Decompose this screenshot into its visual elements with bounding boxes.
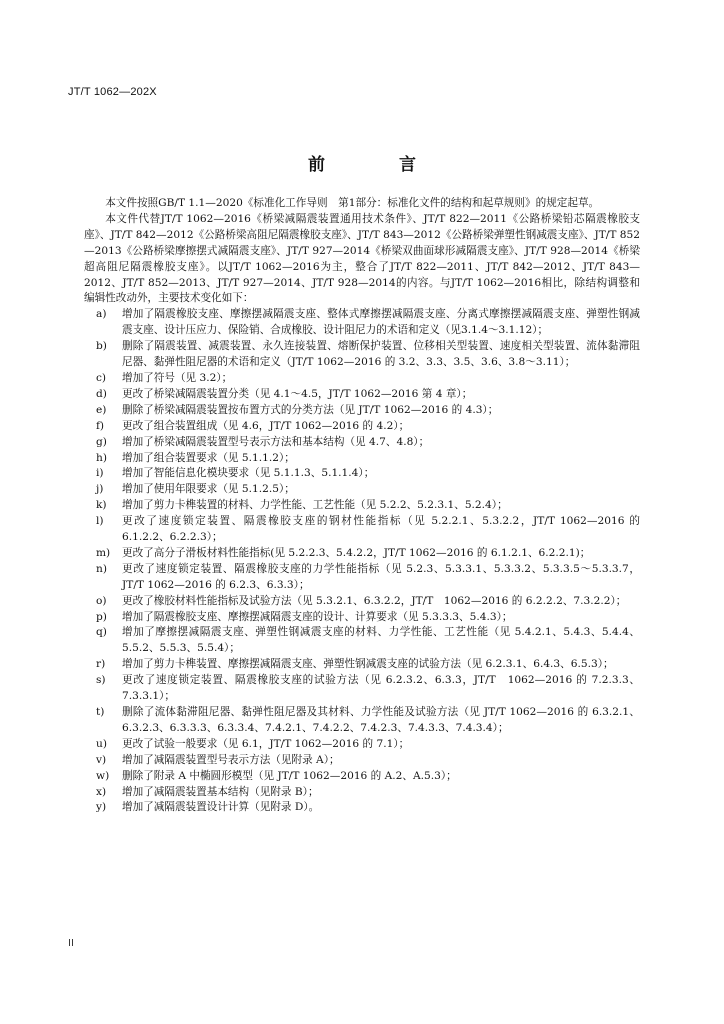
change-item xyxy=(84,785,640,801)
change-item-text: 删除了流体黏滞阻尼器、黏弹性阻尼器及其材料、力学性能及试验方法（见 JT/T 1062—2016 的 6.3.2.1、6.3.2.3、6.3.3.3、6.3.3.4、7.4.2.1、7.4.2.2、7.4.2.3、7.4.3.3、7.4.3.4）； xyxy=(122,706,640,734)
technical-changes-list xyxy=(84,307,640,816)
change-item-text: 增加了符号（见 3.2）； xyxy=(122,371,233,384)
page-number: II xyxy=(68,938,74,949)
change-item-marker: i) xyxy=(96,467,104,480)
change-item-text: 增加了剪力卡榫装置、摩擦摆减隔震支座、弹塑性钢减震支座的试验方法（见 6.2.3.1、6.4.3、6.5.3）； xyxy=(122,658,614,671)
standard-code-header: JT/T 1062—202X xyxy=(68,86,157,98)
change-item xyxy=(84,546,640,562)
intro-paragraph: 本文件按照GB/T 1.1—2020《标准化工作导则 第1部分：标准化文件的结构和起草规则》的规定起草。 xyxy=(105,197,600,209)
change-item-text: 更改了橡胶材料性能指标及试验方法（见 5.3.2.1、6.3.2.2，JT/T 1062—2016 的 6.2.2.2、7.3.2.2）； xyxy=(122,594,627,607)
change-item-marker: u) xyxy=(96,737,107,750)
change-item xyxy=(84,339,640,371)
change-item xyxy=(84,562,640,594)
change-item-text: 更改了速度锁定装置、隔震橡胶支座的力学性能指标（见 5.2.3、5.3.3.1、5.3.3.2、5.3.3.5～5.3.3.7，JT/T 1062—2016 的 6.2.3、6.3.3）； xyxy=(122,562,640,591)
change-item-marker: g) xyxy=(96,435,107,448)
page-title: 前 言 xyxy=(308,155,450,175)
change-item xyxy=(84,737,640,753)
change-item-text: 删除了附录 A 中椭圆形模型（见 JT/T 1062—2016 的 A.2、A.5.3）； xyxy=(122,769,457,782)
change-item-text: 增加了隔震橡胶支座、摩擦摆减隔震支座、整体式摩擦摆减隔震支座、分离式摩擦摆减隔震支座、弹塑性钢减震支座、设计压应力、保险销、合成橡胶、设计阻尼力的术语和定义（见3.1.4～3.1.12）； xyxy=(122,308,640,337)
change-item-marker: a) xyxy=(96,308,107,321)
change-item-marker: j) xyxy=(96,483,104,496)
change-item-text: 增加了减隔震装置设计计算（见附录 D）。 xyxy=(122,801,320,814)
change-item-marker: y) xyxy=(96,801,107,814)
change-item-text: 删除了桥梁减隔震装置按布置方式的分类方法（见 JT/T 1062—2016 的 4.3）； xyxy=(122,403,499,416)
change-item-text: 更改了速度锁定装置、隔震橡胶支座的试验方法（见 6.2.3.2、6.3.3，JT/T 1062—2016 的 7.2.3.3、7.3.3.1）； xyxy=(122,674,640,703)
change-item-text: 更改了速度锁定装置、隔震橡胶支座的钢材性能指标（见 5.2.2.1、5.3.2.2，JT/T 1062—2016 的 6.1.2.2、6.2.2.3）； xyxy=(122,515,640,544)
change-item xyxy=(84,673,640,705)
change-item-marker: b) xyxy=(96,340,107,353)
change-item xyxy=(84,625,640,657)
change-item xyxy=(84,387,640,403)
change-item-text: 更改了组合装置组成（见 4.6，JT/T 1062—2016 的 4.2）； xyxy=(122,419,410,432)
change-item xyxy=(84,800,640,816)
change-item-marker: v) xyxy=(96,753,107,766)
change-item xyxy=(84,419,640,435)
change-item-marker: d) xyxy=(96,387,107,400)
change-item xyxy=(84,769,640,785)
change-item xyxy=(84,371,640,387)
change-item-text: 更改了高分子滑板材料性能指标(见 5.2.2.3、5.4.2.2，JT/T 1062—2016 的 6.1.2.1、6.2.2.1)； xyxy=(122,546,591,559)
change-item-marker: s) xyxy=(96,674,106,687)
change-item-text: 增加了智能信息化模块要求（见 5.1.1.3、5.1.1.4）； xyxy=(122,467,375,480)
change-item-text: 更改了桥梁减隔震装置分类（见 4.1～4.5，JT/T 1062—2016 第 4 章）； xyxy=(122,387,473,400)
change-item-marker: w) xyxy=(96,769,110,782)
change-item xyxy=(84,435,640,451)
change-item xyxy=(84,403,640,419)
change-item xyxy=(84,657,640,673)
change-item-marker: x) xyxy=(96,785,107,798)
change-item-text: 增加了桥梁减隔震装置型号表示方法和基本结构（见 4.7、4.8）； xyxy=(122,435,430,448)
change-item-marker: l) xyxy=(96,515,104,528)
change-item xyxy=(84,753,640,769)
change-item-text: 增加了减隔震装置基本结构（见附录 B）； xyxy=(122,785,319,798)
change-item-marker: o) xyxy=(96,594,107,607)
change-item-marker: n) xyxy=(96,562,107,575)
change-item-marker: e) xyxy=(96,403,107,416)
change-item xyxy=(84,594,640,610)
change-item-marker: r) xyxy=(96,658,106,671)
change-item xyxy=(84,514,640,546)
change-item xyxy=(84,705,640,737)
change-item xyxy=(84,610,640,626)
change-item-text: 增加了使用年限要求（见 5.1.2.5）； xyxy=(122,483,295,496)
document-body xyxy=(84,196,640,816)
change-item-marker: t) xyxy=(96,706,105,718)
change-item-marker: f) xyxy=(96,419,105,432)
change-item-marker: k) xyxy=(96,499,107,512)
change-item-text: 增加了剪力卡榫装置的材料、力学性能、工艺性能（见 5.2.2、5.2.3.1、5.2.4）； xyxy=(122,499,508,512)
change-item-marker: q) xyxy=(96,626,107,639)
change-item-text: 增加了隔震橡胶支座、摩擦摆减隔震支座的设计、计算要求（见 5.3.3.3、5.4.3）； xyxy=(122,610,513,623)
change-item xyxy=(84,307,640,339)
change-item-text: 增加了组合装置要求（见 5.1.1.2）； xyxy=(122,451,295,464)
change-item-text: 更改了试验一般要求（见 6.1，JT/T 1062—2016 的 7.1）； xyxy=(122,737,410,750)
change-item xyxy=(84,466,640,482)
change-item-marker: m) xyxy=(96,546,111,559)
change-item xyxy=(84,498,640,514)
change-item-text: 删除了隔震装置、减震装置、永久连接装置、熔断保护装置、位移相关型装置、速度相关型装置、流体黏滞阻尼器、黏弹性阻尼器的术语和定义（JT/T 1062—2016 的 3.2、3.3、3.5、3.6、3.8～3.11）； xyxy=(122,340,640,369)
change-item-marker: c) xyxy=(96,371,107,384)
change-item xyxy=(84,451,640,467)
change-item xyxy=(84,482,640,498)
change-item-marker: h) xyxy=(96,451,107,464)
change-item-text: 增加了减隔震装置型号表示方法（见附录 A）； xyxy=(122,753,340,766)
change-item-text: 增加了摩擦摆减隔震支座、弹塑性钢减震支座的材料、力学性能、工艺性能（见 5.4.2.1、5.4.3、5.4.4、5.5.2、5.5.3、5.5.4）； xyxy=(122,626,640,655)
change-item-marker: p) xyxy=(96,610,107,623)
replacement-paragraph: 本文件代替JT/T 1062—2016《桥梁减隔震装置通用技术条件》、JT/T 822—2011《公路桥梁铅芯隔震橡胶支座》、JT/T 842—2012《公路桥梁高阻尼隔震橡胶支座》、JT/T 843—2012《公路桥梁弹塑性钢减震支座》、JT/T 852—2013《公路桥梁摩擦摆式减隔震支座》、JT/T 927—2014《桥梁双曲面球形减隔震支座》、JT/T 928—2014《桥梁超高阻尼隔震橡胶支座》。以JT/T 1062—2016为主，整合了JT/T 822—2011、JT/T 842—2012、JT/T 843—2012、JT/T 852—2013、JT/T 927—2014、JT/T 928—2014的内容。与JT/T 1062—2016相比，除结构调整和编辑性改动外，主要技术变化如下： xyxy=(84,212,640,305)
